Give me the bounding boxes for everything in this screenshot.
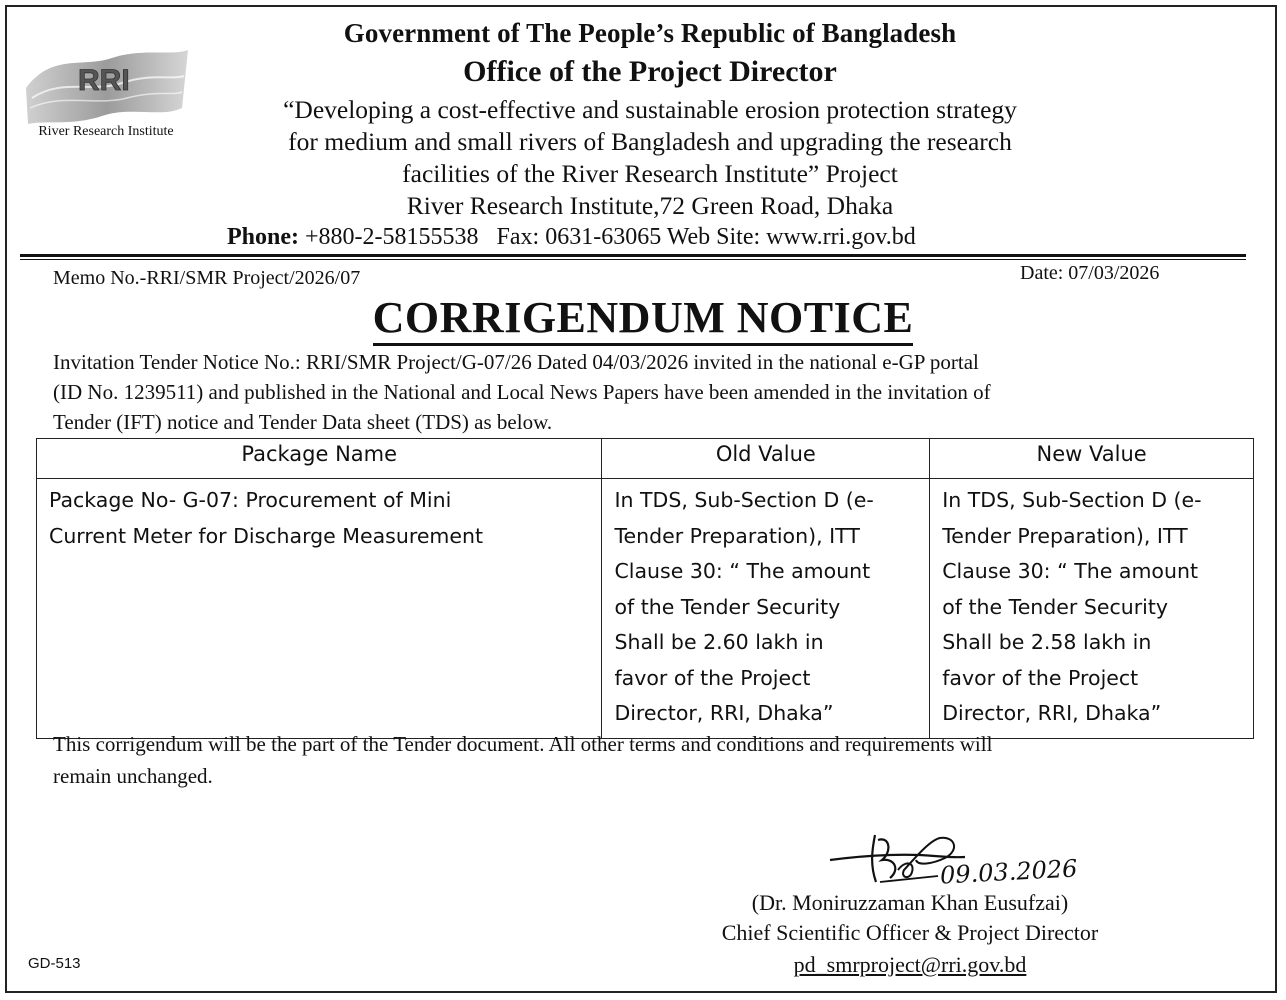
header-rule-thin: [20, 259, 1246, 260]
intro-line: Invitation Tender Notice No.: RRI/SMR Project/G-07/26 Dated 04/03/2026 invited in the national e-GP portal: [53, 350, 979, 374]
old-value-line: In TDS, Sub-Section D (e-: [614, 488, 874, 512]
closing-paragraph: [53, 728, 1253, 792]
phone-label: Phone:: [227, 224, 299, 250]
old-value-line: of the Tender Security: [614, 594, 841, 619]
signatory-email-link[interactable]: pd_smrproject@rri.gov.bd: [793, 952, 1027, 977]
new-value-line: of the Tender Security: [942, 594, 1169, 619]
closing-line: remain unchanged.: [53, 764, 213, 788]
header-new-value: New Value: [930, 439, 1254, 479]
logo-text: RRI: [78, 64, 130, 97]
phone-number: +880-2-58155538: [305, 224, 479, 250]
old-value-cell: [602, 479, 930, 739]
signatory-email[interactable]: [660, 952, 1160, 978]
signature-date: 09.03.2026: [939, 854, 1079, 890]
header-rule: [20, 254, 1246, 257]
old-value-line: Clause 30: “ The amount: [614, 559, 871, 583]
notice-date: Date: 07/03/2026: [1020, 262, 1160, 284]
rri-logo: [22, 48, 190, 143]
signatory-designation: Chief Scientific Officer & Project Director: [721, 920, 1099, 945]
new-value-line: Clause 30: “ The amount: [942, 559, 1198, 583]
project-line: facilities of the River Research Institute” Project: [402, 159, 898, 188]
table-header-row: [37, 439, 1254, 479]
government-title: Government of The People’s Republic of Bangladesh: [343, 18, 957, 48]
new-value-cell: [930, 479, 1254, 739]
contact-line: [227, 224, 916, 251]
address-line: River Research Institute,72 Green Road, Dhaka: [406, 191, 894, 220]
table-row: [37, 479, 1254, 739]
website: Web Site: www.rri.gov.bd: [666, 224, 916, 250]
fax-number: Fax: 0631-63065: [496, 224, 662, 250]
new-value-line: Director, RRI, Dhaka”: [942, 701, 1162, 725]
new-value-line: In TDS, Sub-Section D (e-: [942, 488, 1202, 512]
old-value-line: favor of the Project: [614, 665, 811, 690]
footer-code: GD-513: [28, 955, 81, 972]
old-value-line: Tender Preparation), ITT: [614, 523, 860, 548]
old-value-line: Shall be 2.60 lakh in: [614, 630, 824, 654]
header-old-value: Old Value: [602, 439, 930, 479]
notice-title: [0, 292, 1286, 343]
memo-number: Memo No.-RRI/SMR Project/2026/07: [53, 267, 361, 289]
old-value-line: Director, RRI, Dhaka”: [614, 701, 834, 725]
intro-line: Tender (IFT) notice and Tender Data sheet (TDS) as below.: [53, 410, 553, 434]
logo-caption: River Research Institute: [38, 124, 174, 139]
new-value-line: favor of the Project: [942, 665, 1139, 690]
intro-paragraph: [53, 347, 1253, 437]
amendment-table: [36, 438, 1254, 739]
package-line: Package No- G-07: Procurement of Mini: [49, 488, 452, 512]
rri-logo-graphic: [22, 48, 190, 126]
new-value-line: Shall be 2.58 lakh in: [942, 630, 1152, 654]
intro-line: (ID No. 1239511) and published in the National and Local News Papers have been amended in the invitation of: [53, 380, 991, 404]
header-package-name: Package Name: [37, 439, 602, 479]
package-line: Current Meter for Discharge Measurement: [49, 523, 484, 548]
project-line: for medium and small rivers of Bangladesh and upgrading the research: [288, 127, 1012, 156]
project-line: “Developing a cost-effective and sustainable erosion protection strategy: [283, 95, 1017, 124]
notice-title-text: CORRIGENDUM NOTICE: [373, 293, 914, 346]
signatory-name: (Dr. Moniruzzaman Khan Eusufzai): [751, 890, 1069, 915]
closing-line: This corrigendum will be the part of the Tender document. All other terms and conditions and requirements will: [53, 732, 993, 756]
office-title: Office of the Project Director: [463, 55, 837, 88]
new-value-line: Tender Preparation), ITT: [942, 523, 1188, 548]
package-name-cell: [37, 479, 602, 739]
